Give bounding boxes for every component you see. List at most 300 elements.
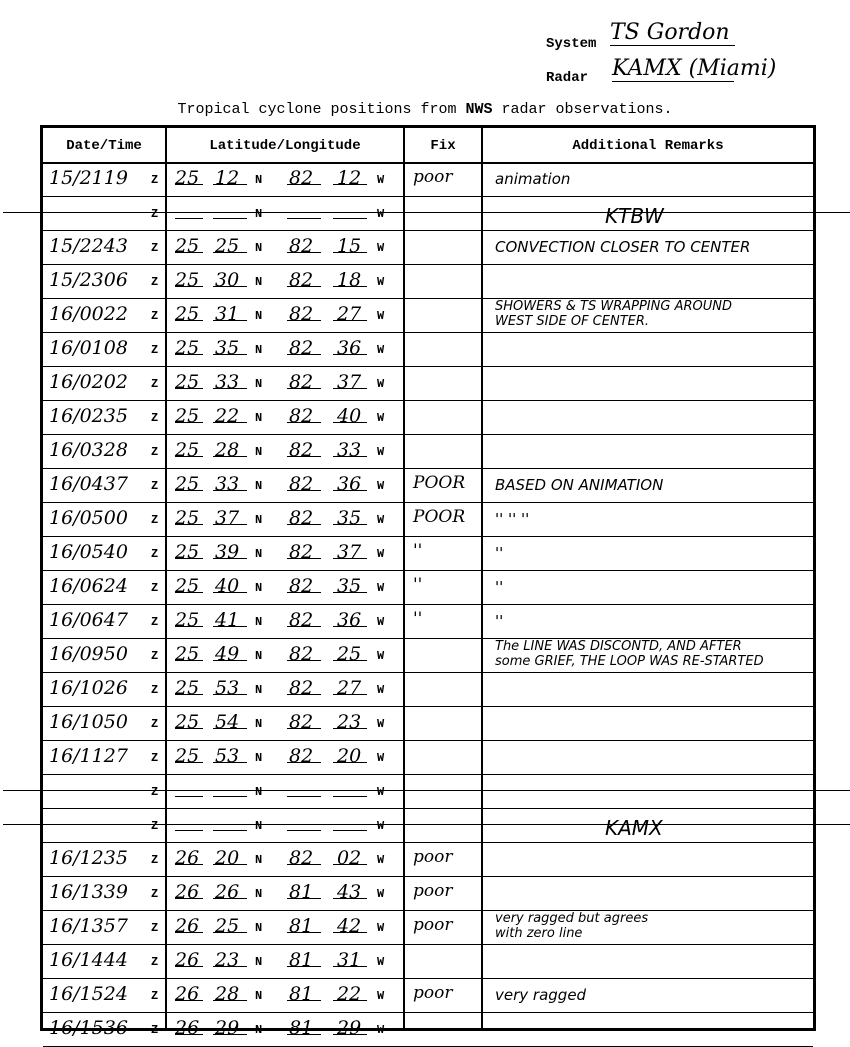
west-suffix: W: [377, 275, 385, 289]
lon-min: 23: [337, 711, 362, 733]
cell-fix: [407, 232, 481, 262]
cell-datetime: [47, 844, 163, 874]
west-suffix: W: [377, 445, 385, 459]
cell-datetime: [47, 980, 163, 1010]
cell-fix: [407, 266, 481, 296]
lat-deg: 25: [175, 235, 200, 257]
north-suffix: N: [255, 411, 263, 425]
cell-latlon: [169, 844, 405, 874]
lon-min: 37: [337, 541, 362, 563]
cell-remarks: [485, 844, 815, 874]
system-value: TS Gordon: [610, 20, 735, 46]
north-suffix: N: [255, 751, 263, 765]
cell-datetime: [47, 606, 163, 636]
cell-remarks: [485, 708, 815, 738]
west-suffix: W: [377, 989, 385, 1003]
cell-datetime: [47, 538, 163, 568]
date-value: 16/0437: [49, 473, 128, 495]
fix-value: poor: [413, 881, 453, 901]
zulu-suffix: Z: [151, 649, 159, 663]
north-suffix: N: [255, 649, 263, 663]
cell-fix: [407, 300, 481, 330]
zulu-suffix: Z: [151, 921, 159, 935]
cell-latlon: [169, 232, 405, 262]
date-value: 16/1536: [49, 1017, 128, 1039]
cell-datetime: [47, 742, 163, 772]
cell-latlon: [169, 1014, 405, 1044]
lat-min: 30: [215, 269, 240, 291]
west-suffix: W: [377, 377, 385, 391]
table-row: [43, 502, 813, 537]
lon-deg: 82: [289, 847, 314, 869]
lat-deg: 26: [175, 949, 200, 971]
cell-fix: [407, 164, 481, 194]
north-suffix: N: [255, 853, 263, 867]
cell-remarks: [485, 266, 815, 296]
north-suffix: N: [255, 785, 263, 799]
west-suffix: W: [377, 683, 385, 697]
zulu-suffix: Z: [151, 445, 159, 459]
cell-datetime: [47, 470, 163, 500]
table-row: [43, 434, 813, 469]
cell-fix: [407, 946, 481, 976]
cell-fix: [407, 844, 481, 874]
lat-deg: 25: [175, 303, 200, 325]
north-suffix: N: [255, 241, 263, 255]
date-value: 15/2306: [49, 269, 128, 291]
lon-deg: 82: [289, 371, 314, 393]
west-suffix: W: [377, 955, 385, 969]
lon-deg: 81: [289, 915, 314, 937]
date-value: 16/1026: [49, 677, 128, 699]
date-value: 16/1050: [49, 711, 128, 733]
cell-datetime: [47, 504, 163, 534]
lat-min: 35: [215, 337, 240, 359]
strike-through-line: [3, 790, 850, 791]
lon-deg: 82: [289, 473, 314, 495]
fix-value: poor: [413, 983, 453, 1003]
table-row: [43, 638, 813, 673]
zulu-suffix: Z: [151, 513, 159, 527]
table-row: [43, 468, 813, 503]
west-suffix: W: [377, 547, 385, 561]
fix-value: '': [413, 575, 423, 595]
lon-min: 29: [337, 1017, 362, 1039]
cell-remarks: [485, 504, 815, 534]
cell-remarks: [485, 538, 815, 568]
cell-datetime: [47, 810, 163, 840]
remark-line-2: with zero line: [495, 926, 583, 941]
lon-deg: 82: [289, 439, 314, 461]
cell-fix: [407, 504, 481, 534]
cell-datetime: [47, 368, 163, 398]
cell-datetime: [47, 436, 163, 466]
lat-deg: 25: [175, 337, 200, 359]
lon-deg: 82: [289, 303, 314, 325]
north-suffix: N: [255, 955, 263, 969]
zulu-suffix: Z: [151, 955, 159, 969]
north-suffix: N: [255, 989, 263, 1003]
lat-min: 28: [215, 439, 240, 461]
date-value: 16/1235: [49, 847, 128, 869]
west-suffix: W: [377, 479, 385, 493]
strike-through-line: [3, 824, 850, 825]
lon-deg: 81: [289, 949, 314, 971]
lon-deg: 82: [289, 575, 314, 597]
lat-min: 22: [215, 405, 240, 427]
lat-deg: 25: [175, 507, 200, 529]
zulu-suffix: Z: [151, 207, 159, 221]
cell-remarks: [485, 402, 815, 432]
cell-latlon: [169, 300, 405, 330]
west-suffix: W: [377, 513, 385, 527]
lon-deg: 82: [289, 269, 314, 291]
north-suffix: N: [255, 1023, 263, 1037]
table-row: [43, 230, 813, 265]
table-row: [43, 264, 813, 299]
fix-value: POOR: [413, 507, 466, 527]
cell-latlon: [169, 742, 405, 772]
cell-datetime: [47, 640, 163, 670]
date-value: 16/0328: [49, 439, 128, 461]
table-row: [43, 944, 813, 979]
date-value: 16/1339: [49, 881, 128, 903]
remark-value: animation: [495, 170, 571, 188]
date-value: 16/0647: [49, 609, 128, 631]
lon-min: 35: [337, 507, 362, 529]
zulu-suffix: Z: [151, 887, 159, 901]
west-suffix: W: [377, 207, 385, 221]
lon-min: 18: [337, 269, 362, 291]
table-row: [43, 196, 813, 231]
cell-latlon: [169, 198, 405, 228]
lat-deg: 25: [175, 677, 200, 699]
west-suffix: W: [377, 615, 385, 629]
cell-fix: [407, 980, 481, 1010]
cell-fix: [407, 742, 481, 772]
zulu-suffix: Z: [151, 547, 159, 561]
lon-deg: 81: [289, 1017, 314, 1039]
lat-min: 33: [215, 473, 240, 495]
lon-min: 25: [337, 643, 362, 665]
lon-min: 27: [337, 303, 362, 325]
remark-line-1: very ragged but agrees: [495, 911, 649, 926]
lat-deg: 25: [175, 575, 200, 597]
cell-latlon: [169, 674, 405, 704]
north-suffix: N: [255, 207, 263, 221]
table-row: [43, 774, 813, 809]
cell-fix: [407, 436, 481, 466]
table-row: [43, 842, 813, 877]
cell-fix: [407, 640, 481, 670]
fix-value: '': [413, 609, 423, 629]
remark-value: '': [495, 544, 504, 562]
fix-value: poor: [413, 847, 453, 867]
cell-fix: [407, 674, 481, 704]
cell-remarks: [485, 606, 815, 636]
cell-fix: [407, 708, 481, 738]
date-value: 16/0022: [49, 303, 128, 325]
zulu-suffix: Z: [151, 411, 159, 425]
cell-datetime: [47, 232, 163, 262]
radar-label: Radar: [546, 70, 589, 86]
cell-datetime: [47, 402, 163, 432]
cell-datetime: [47, 164, 163, 194]
cell-remarks: [485, 980, 815, 1010]
table-row: [43, 706, 813, 741]
cell-latlon: [169, 504, 405, 534]
lon-deg: 81: [289, 881, 314, 903]
date-value: 16/1357: [49, 915, 128, 937]
zulu-suffix: Z: [151, 275, 159, 289]
cell-fix: [407, 878, 481, 908]
cell-datetime: [47, 266, 163, 296]
north-suffix: N: [255, 683, 263, 697]
lat-min: 25: [215, 915, 240, 937]
table-row: [43, 910, 813, 945]
zulu-suffix: Z: [151, 309, 159, 323]
lat-deg: 25: [175, 643, 200, 665]
remark-value: KAMX: [605, 816, 663, 840]
west-suffix: W: [377, 173, 385, 187]
cell-datetime: [47, 334, 163, 364]
cell-latlon: [169, 980, 405, 1010]
north-suffix: N: [255, 173, 263, 187]
north-suffix: N: [255, 921, 263, 935]
remark-value: '': [495, 612, 504, 630]
lat-deg: 26: [175, 1017, 200, 1039]
date-value: 16/0540: [49, 541, 128, 563]
lat-deg: 26: [175, 881, 200, 903]
cell-remarks: [485, 368, 815, 398]
lat-min: 49: [215, 643, 240, 665]
cell-fix: [407, 776, 481, 806]
cell-latlon: [169, 538, 405, 568]
cell-remarks: [485, 912, 815, 942]
west-suffix: W: [377, 241, 385, 255]
north-suffix: N: [255, 581, 263, 595]
table-row: [43, 366, 813, 401]
zulu-suffix: Z: [151, 717, 159, 731]
remark-line-2: WEST SIDE OF CENTER.: [495, 314, 650, 329]
lat-min: 41: [215, 609, 240, 631]
cell-remarks: [485, 300, 815, 330]
zulu-suffix: Z: [151, 615, 159, 629]
date-value: 15/2243: [49, 235, 128, 257]
fix-value: poor: [413, 915, 453, 935]
zulu-suffix: Z: [151, 241, 159, 255]
lon-min: 22: [337, 983, 362, 1005]
lat-min: 23: [215, 949, 240, 971]
table-row: [43, 400, 813, 435]
west-suffix: W: [377, 1023, 385, 1037]
lon-deg: 82: [289, 405, 314, 427]
zulu-suffix: Z: [151, 853, 159, 867]
lat-min: 40: [215, 575, 240, 597]
date-value: 16/1524: [49, 983, 128, 1005]
lon-min: 36: [337, 337, 362, 359]
cell-latlon: [169, 810, 405, 840]
fix-value: poor: [413, 167, 453, 187]
zulu-suffix: Z: [151, 785, 159, 799]
cell-remarks: [485, 742, 815, 772]
cell-latlon: [169, 572, 405, 602]
lat-min: 33: [215, 371, 240, 393]
west-suffix: W: [377, 649, 385, 663]
cell-fix: [407, 402, 481, 432]
cell-latlon: [169, 436, 405, 466]
col-header-fix: Fix: [430, 138, 456, 154]
lat-min: 26: [215, 881, 240, 903]
date-value: 16/0202: [49, 371, 128, 393]
cell-fix: [407, 606, 481, 636]
north-suffix: N: [255, 377, 263, 391]
cell-fix: [407, 912, 481, 942]
cell-latlon: [169, 164, 405, 194]
north-suffix: N: [255, 887, 263, 901]
north-suffix: N: [255, 819, 263, 833]
west-suffix: W: [377, 309, 385, 323]
remark-value: '': [495, 578, 504, 596]
lat-min: 31: [215, 303, 240, 325]
cell-latlon: [169, 368, 405, 398]
cell-latlon: [169, 266, 405, 296]
lon-deg: 82: [289, 541, 314, 563]
lat-deg: 25: [175, 711, 200, 733]
cell-latlon: [169, 640, 405, 670]
lon-min: 12: [337, 167, 362, 189]
cell-remarks: [485, 334, 815, 364]
cell-datetime: [47, 300, 163, 330]
lat-deg: 25: [175, 745, 200, 767]
remark-line-1: SHOWERS & TS WRAPPING AROUND: [495, 299, 732, 314]
cell-datetime: [47, 198, 163, 228]
west-suffix: W: [377, 921, 385, 935]
lon-min: 36: [337, 609, 362, 631]
lon-min: 42: [337, 915, 362, 937]
lat-deg: 25: [175, 609, 200, 631]
lat-min: 54: [215, 711, 240, 733]
table-row: [43, 604, 813, 639]
cell-datetime: [47, 878, 163, 908]
west-suffix: W: [377, 411, 385, 425]
cell-latlon: [169, 878, 405, 908]
date-value: 16/0235: [49, 405, 128, 427]
lat-deg: 26: [175, 983, 200, 1005]
date-value: 16/0500: [49, 507, 128, 529]
west-suffix: W: [377, 853, 385, 867]
remark-value: KTBW: [605, 204, 664, 228]
positions-table: [40, 125, 816, 1039]
cell-datetime: [47, 1014, 163, 1044]
north-suffix: N: [255, 615, 263, 629]
col-header-remarks: Additional Remarks: [572, 138, 724, 154]
cell-remarks: [485, 1014, 815, 1044]
form-title: Tropical cyclone positions from NWS radar observations.: [177, 101, 673, 118]
lon-min: 43: [337, 881, 362, 903]
north-suffix: N: [255, 513, 263, 527]
lon-deg: 82: [289, 677, 314, 699]
lat-min: 53: [215, 745, 240, 767]
north-suffix: N: [255, 445, 263, 459]
lon-min: 27: [337, 677, 362, 699]
table-row: [43, 536, 813, 571]
remark-value: BASED ON ANIMATION: [495, 476, 664, 494]
fix-value: POOR: [413, 473, 466, 493]
zulu-suffix: Z: [151, 1023, 159, 1037]
lat-min: 39: [215, 541, 240, 563]
lat-deg: 26: [175, 915, 200, 937]
cell-remarks: [485, 232, 815, 262]
date-value: 16/1444: [49, 949, 128, 971]
north-suffix: N: [255, 343, 263, 357]
cell-remarks: [485, 164, 815, 194]
strike-through-line: [3, 212, 850, 213]
zulu-suffix: Z: [151, 751, 159, 765]
table-row: [43, 298, 813, 333]
cell-latlon: [169, 606, 405, 636]
cell-remarks: [485, 878, 815, 908]
north-suffix: N: [255, 547, 263, 561]
radar-value: KAMX (Miami): [612, 56, 777, 81]
cell-remarks: [485, 776, 815, 806]
table-row: [43, 332, 813, 367]
lon-min: 33: [337, 439, 362, 461]
remark-value: CONVECTION CLOSER TO CENTER: [495, 238, 751, 256]
zulu-suffix: Z: [151, 377, 159, 391]
cell-remarks: [485, 572, 815, 602]
cell-datetime: [47, 708, 163, 738]
cell-datetime: [47, 946, 163, 976]
date-value: 15/2119: [49, 167, 128, 189]
date-value: 16/0108: [49, 337, 128, 359]
cell-datetime: [47, 674, 163, 704]
zulu-suffix: Z: [151, 173, 159, 187]
cell-remarks: [485, 810, 815, 840]
zulu-suffix: Z: [151, 343, 159, 357]
cell-remarks: [485, 640, 815, 670]
table-row: [43, 570, 813, 605]
west-suffix: W: [377, 581, 385, 595]
lon-deg: 82: [289, 643, 314, 665]
lat-min: 53: [215, 677, 240, 699]
lat-min: 20: [215, 847, 240, 869]
remark-line-1: The LINE WAS DISCONTD, AND AFTER: [495, 639, 742, 654]
cell-fix: [407, 470, 481, 500]
zulu-suffix: Z: [151, 479, 159, 493]
lon-deg: 82: [289, 507, 314, 529]
cell-remarks: [485, 674, 815, 704]
lon-min: 35: [337, 575, 362, 597]
table-row: [43, 162, 813, 197]
col-header-datetime: Date/Time: [66, 138, 142, 154]
lon-min: 15: [337, 235, 362, 257]
north-suffix: N: [255, 479, 263, 493]
cell-fix: [407, 572, 481, 602]
lat-deg: 25: [175, 269, 200, 291]
lon-deg: 82: [289, 337, 314, 359]
lon-deg: 82: [289, 235, 314, 257]
lon-deg: 82: [289, 609, 314, 631]
lat-min: 28: [215, 983, 240, 1005]
table-row: [43, 740, 813, 775]
table-row: [43, 808, 813, 843]
north-suffix: N: [255, 275, 263, 289]
west-suffix: W: [377, 785, 385, 799]
remark-value: very ragged: [495, 986, 587, 1004]
west-suffix: W: [377, 819, 385, 833]
zulu-suffix: Z: [151, 581, 159, 595]
